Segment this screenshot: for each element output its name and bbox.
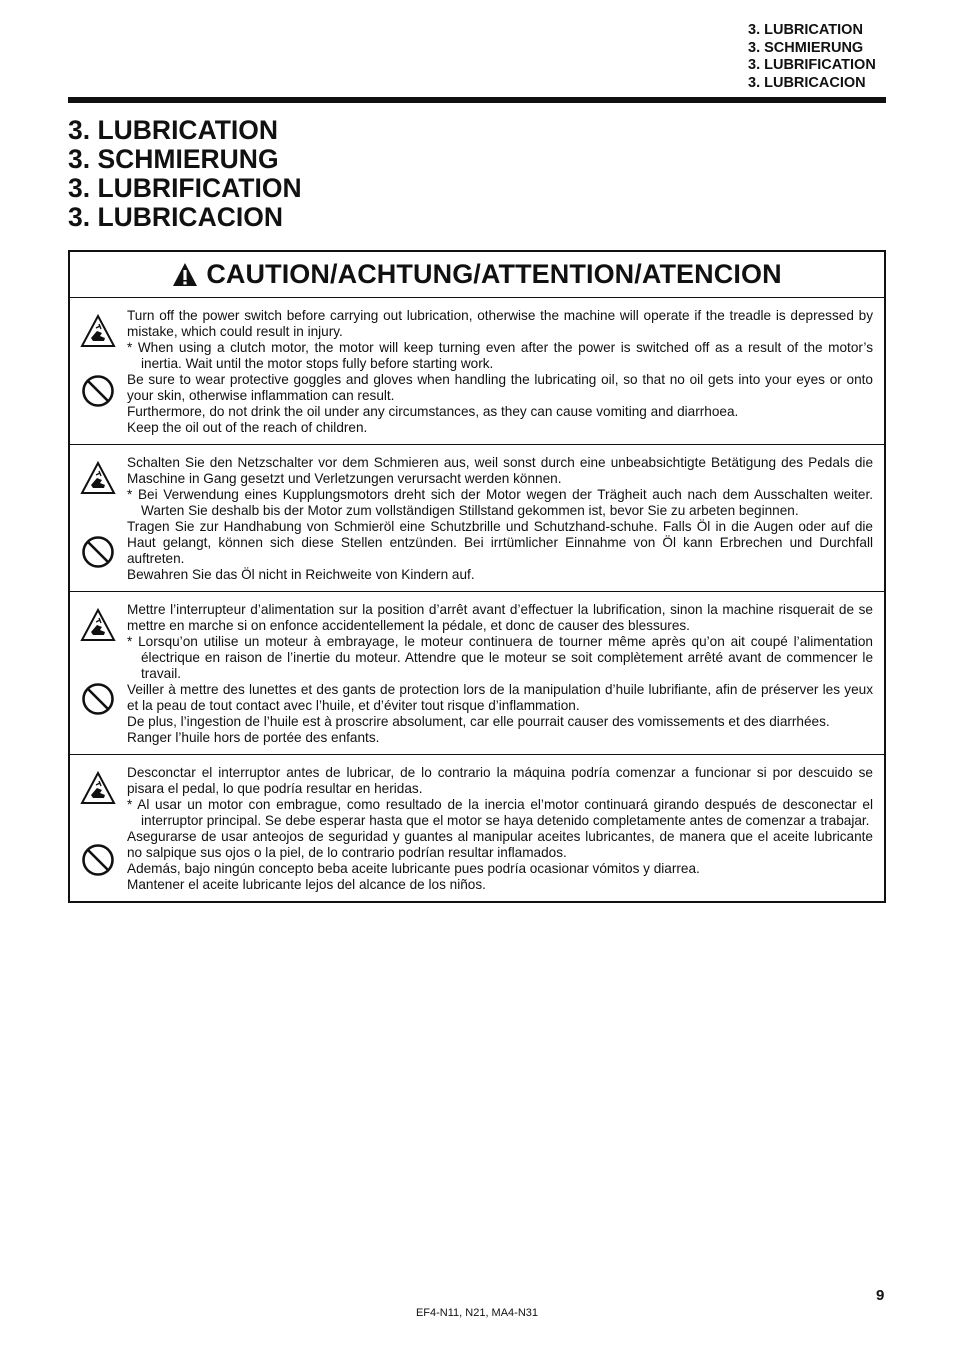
prohibition-icon bbox=[81, 535, 115, 569]
caution-text: Asegurarse de usar anteojos de seguridad y guantes al manipular aceites lubricantes, de manera que el aceite lubricante no salpique sus ojos o la piel, de lo contrario podrían resultar inflamados. bbox=[127, 829, 873, 860]
caution-note: * When using a clutch motor, the motor will keep turning even after the power is switched off as a result of the motor’s inertia. Wait until the motor stops fully before starting work. bbox=[127, 340, 873, 371]
caution-note: * Lorsqu’on utilise un moteur à embrayage, le moteur continuera de tourner même après qu’on ait coupé l’alimentation électrique en raison de l’inertie du moteur. Attendre que le moteur se soit complètement arrêté avant de commencer le travail. bbox=[127, 634, 873, 681]
top-rule bbox=[68, 97, 886, 103]
section-title bbox=[68, 116, 668, 232]
section-title-line: 3. LUBRIFICATION bbox=[68, 173, 302, 203]
hand-hazard-icon bbox=[80, 314, 116, 348]
caution-text: Tragen Sie zur Handhabung von Schmieröl eine Schutzbrille und Schutzhand-schuhe. Falls Öl in die Augen oder auf die Haut gelangt, können sich diese Stellen entzünden. Bei irrtümlicher Einnahme von Öl kann Erbrechen und Durchfall auftreten. bbox=[127, 519, 873, 566]
caution-text: Mantener el aceite lubricante lejos del alcance de los niños. bbox=[127, 877, 486, 892]
caution-text: Desconctar el interruptor antes de lubricar, de lo contrario la máquina podría comenzar a funcionar si por descuido se pisara el pedal, lo que podría resultar en heridas. bbox=[127, 765, 873, 796]
caution-block-fr bbox=[70, 592, 884, 755]
section-title-line: 3. SCHMIERUNG bbox=[68, 144, 279, 174]
caution-text: Veiller à mettre des lunettes et des gants de protection lors de la manipulation d’huile lubrifiante, afin de préserver les yeux et la peau de tout contact avec l’huile, et d’éviter tout risque d’inflammation. bbox=[127, 682, 873, 713]
caution-text: De plus, l’ingestion de l’huile est à proscrire absolument, car elle pourrait causer des vomissements et des diarrhées. bbox=[127, 714, 830, 729]
caution-block-de bbox=[70, 445, 884, 592]
caution-text: Mettre l’interrupteur d’alimentation sur la position d’arrêt avant d’effectuer la lubrification, sinon la machine risquerait de se mettre en marche si on enfonce accidentellement la pédale, et donc de causer des blessures. bbox=[127, 602, 873, 633]
prohibition-icon bbox=[81, 682, 115, 716]
caution-box bbox=[68, 250, 886, 903]
caution-block-es bbox=[70, 755, 884, 901]
caution-text: Keep the oil out of the reach of children. bbox=[127, 420, 368, 435]
caution-text: Be sure to wear protective goggles and gloves when handling the lubricating oil, so that no oil gets into your eyes or onto your skin, otherwise inflammation can result. bbox=[127, 372, 873, 403]
caution-text: Furthermore, do not drink the oil under any circumstances, as they can cause vomiting and diarrhoea. bbox=[127, 404, 739, 419]
caution-block-en bbox=[70, 298, 884, 445]
hand-hazard-icon bbox=[80, 461, 116, 495]
header-index-line: 3. LUBRIFICATION bbox=[748, 57, 876, 73]
caution-title: CAUTION/ACHTUNG/ATTENTION/ATENCION bbox=[206, 259, 782, 289]
caution-text: Además, bajo ningún concepto beba aceite lubricante pues podría ocasionar vómitos y diarrea. bbox=[127, 861, 700, 876]
header-index-line: 3. LUBRICATION bbox=[748, 22, 863, 38]
section-title-line: 3. LUBRICACION bbox=[68, 202, 283, 232]
header-index-line: 3. SCHMIERUNG bbox=[748, 39, 864, 56]
section-title-line: 3. LUBRICATION bbox=[68, 115, 279, 145]
prohibition-icon bbox=[81, 843, 115, 877]
hand-hazard-icon bbox=[80, 771, 116, 805]
caution-text: Ranger l’huile hors de portée des enfants. bbox=[127, 730, 380, 745]
warning-triangle-icon bbox=[172, 262, 198, 288]
caution-text: Schalten Sie den Netzschalter vor dem Schmieren aus, weil sonst durch eine unbeabsichtigte Betätigung des Pedals die Maschine in Gang gesetzt und Verletzungen verursacht werden können. bbox=[127, 455, 873, 486]
header-index-line: 3. LUBRICACION bbox=[748, 74, 866, 91]
caution-header bbox=[70, 252, 884, 298]
caution-text: Bewahren Sie das Öl nicht in Reichweite von Kindern auf. bbox=[127, 567, 475, 582]
caution-note: * Bei Verwendung eines Kupplungsmotors dreht sich der Motor wegen der Trägheit auch nach dem Ausschalten weiter. Warten Sie deshalb bis der Motor zum vollständigen Stillstand gekommen ist, bevor Sie zu arbeten beginnen. bbox=[127, 487, 873, 518]
caution-note: * Al usar un motor con embrague, como resultado de la inercia el’motor continuará girando después de desconectar el interruptor principal. Se debe esperar hasta que el motor se haya detenido completamente antes de comenzar a trabajar. bbox=[127, 797, 873, 828]
page-number: 9 bbox=[876, 1287, 885, 1304]
hand-hazard-icon bbox=[80, 608, 116, 642]
prohibition-icon bbox=[81, 374, 115, 408]
caution-text: Turn off the power switch before carrying out lubrication, otherwise the machine will operate if the treadle is depressed by mistake, which could result in injury. bbox=[127, 308, 873, 339]
header-index bbox=[748, 22, 928, 92]
model-footer: EF4-N11, N21, MA4-N31 bbox=[415, 1307, 539, 1319]
